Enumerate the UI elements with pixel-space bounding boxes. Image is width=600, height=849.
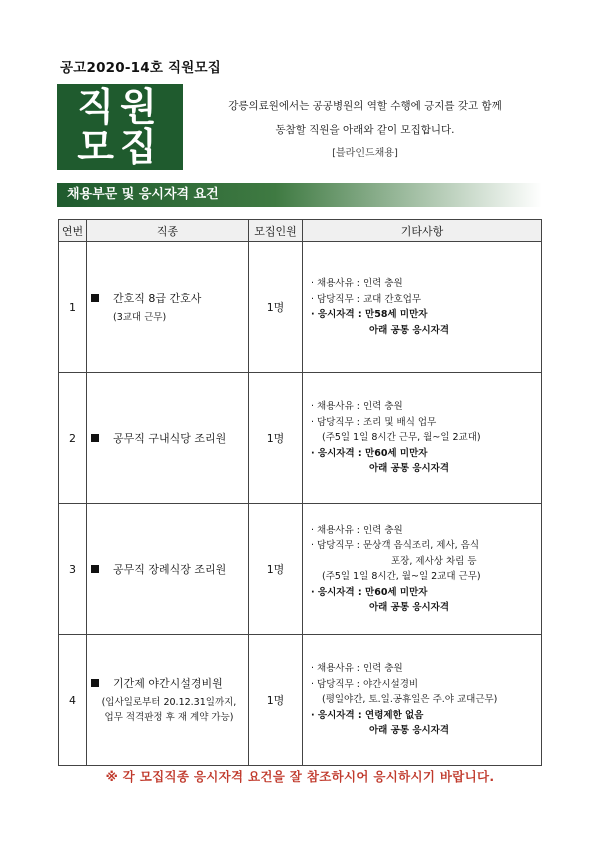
detail-line: · 채용사유 : 인력 충원: [311, 524, 403, 536]
detail-line: 아래 공통 응시자격: [369, 602, 450, 613]
intro-text: [190, 94, 540, 166]
intro-line-3: [블라인드채용]: [332, 148, 398, 159]
detail-line: 포장, 제사상 차림 등: [391, 555, 477, 567]
detail-line: · 채용사유 : 인력 충원: [311, 401, 403, 413]
job-title-text: 기간제 야간시설경비원: [113, 677, 223, 690]
detail-line: 아래 공통 응시자격: [369, 725, 450, 737]
job-title-text: 간호직 8급 간호사: [113, 291, 202, 305]
bullet-square-icon: [91, 679, 99, 687]
job-title-text: 공무직 구내식당 조리원: [113, 432, 227, 445]
job-title: [91, 290, 247, 306]
row-number: 3: [59, 504, 87, 635]
bullet-square-icon: [91, 565, 99, 573]
detail-line: · 담당직무 : 문상객 음식조리, 제사, 음식: [311, 540, 480, 551]
table-row: [59, 635, 542, 766]
detail-line: · 담당직무 : 야간시설경비: [311, 678, 419, 690]
table-row: [59, 242, 542, 373]
intro-line-1: 강릉의료원에서는 공공병원의 역할 수행에 긍지를 갖고 함께: [228, 100, 502, 112]
job-subtitle: (입사일로부터 20.12.31일까지,: [101, 697, 237, 708]
details-cell: [303, 504, 542, 635]
detail-line: (평일야간, 토.일.공휴일은 주.야 교대근무): [322, 694, 498, 706]
detail-line: · 채용사유 : 인력 충원: [311, 278, 403, 289]
bullet-square-icon: [91, 294, 99, 302]
header-job-type: 직종: [87, 220, 249, 242]
footer-note: ※ 각 모집직종 응시자격 요건을 잘 참조하시어 응시하시기 바랍니다.: [105, 769, 495, 784]
recruitment-table: [58, 219, 542, 766]
table-row: [59, 504, 542, 635]
detail-line: · 담당직무 : 교대 간호업무: [311, 293, 422, 305]
detail-line: 아래 공통 응시자격: [369, 463, 450, 475]
job-title: [91, 675, 247, 691]
detail-line: · 응시자격 : 만58세 미만자: [311, 309, 428, 320]
header-details: 기타사항: [303, 220, 542, 242]
detail-line: (주5일 1일 8시간, 월~일 2교대 근무): [322, 571, 481, 582]
recruitment-logo: [57, 84, 183, 170]
detail-line: · 응시자격 : 만60세 미만자: [311, 447, 428, 459]
intro-line-2: 동참할 직원을 아래와 같이 모집합니다.: [275, 124, 455, 136]
detail-line: (주5일 1일 8시간 근무, 월~일 2교대): [322, 432, 481, 444]
logo-line-2: 모집: [77, 125, 163, 169]
job-title-text: 공무직 장례식장 조리원: [113, 563, 227, 576]
details-cell: [303, 242, 542, 373]
row-number: 1: [59, 242, 87, 373]
hire-count: 1명: [249, 373, 303, 504]
job-title: [91, 561, 247, 577]
hire-count: 1명: [249, 242, 303, 373]
detail-line: · 응시자격 : 만60세 미만자: [311, 586, 428, 598]
hire-count: 1명: [249, 504, 303, 635]
job-subtitle: (3교대 근무): [113, 311, 167, 323]
header-count: 모집인원: [249, 220, 303, 242]
hire-count: 1명: [249, 635, 303, 766]
detail-line: · 담당직무 : 조리 및 배식 업무: [311, 416, 437, 428]
detail-line: 아래 공통 응시자격: [369, 324, 450, 336]
row-number: 2: [59, 373, 87, 504]
logo-line-1: 직원: [77, 85, 163, 129]
detail-line: · 응시자격 : 연령제한 없음: [311, 709, 424, 721]
job-title: [91, 430, 247, 446]
table-header-row: [59, 220, 542, 242]
header-no: 연번: [59, 220, 87, 242]
document-title: 공고2020-14호 직원모집: [60, 60, 221, 76]
job-type-cell: [87, 635, 249, 766]
bullet-square-icon: [91, 434, 99, 442]
section-title-bar: 채용부문 및 응시자격 요건: [57, 183, 542, 207]
details-cell: [303, 635, 542, 766]
job-type-cell: [87, 504, 249, 635]
row-number: 4: [59, 635, 87, 766]
job-subtitle: 업무 적격판정 후 재 계약 가능): [104, 712, 234, 723]
job-type-cell: [87, 373, 249, 504]
job-type-cell: [87, 242, 249, 373]
detail-line: · 채용사유 : 인력 충원: [311, 663, 403, 675]
details-cell: [303, 373, 542, 504]
table-row: [59, 373, 542, 504]
